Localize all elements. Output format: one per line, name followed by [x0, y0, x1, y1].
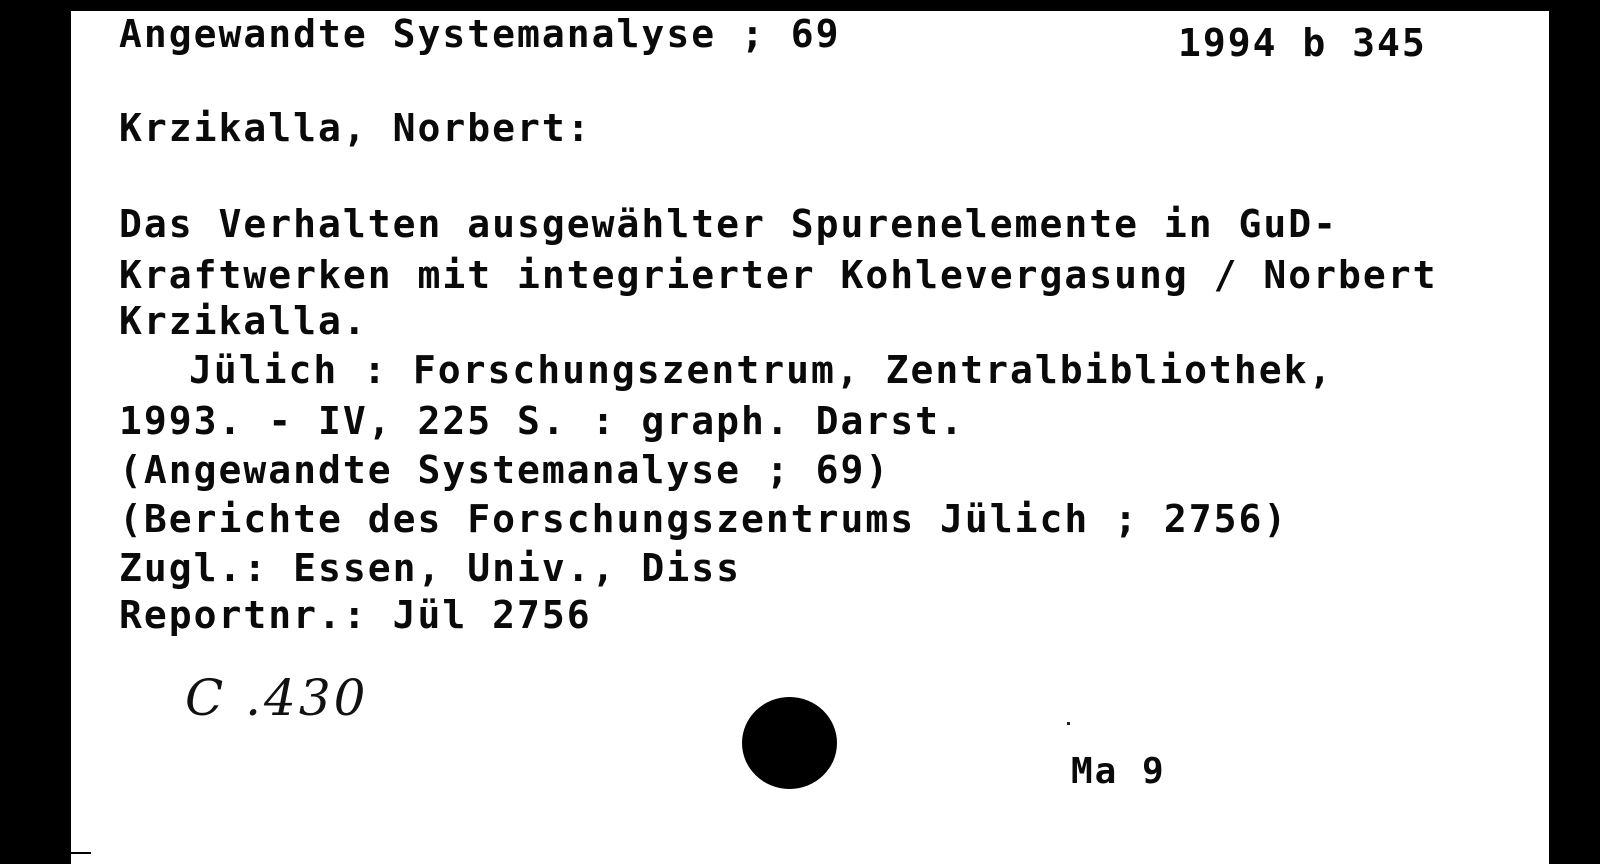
- dissertation-note: Zugl.: Essen, Univ., Diss: [119, 546, 741, 590]
- punch-hole: [742, 697, 837, 789]
- report-number-note: Reportnr.: Jül 2756: [119, 593, 592, 637]
- call-number: 1994 b 345: [1178, 21, 1427, 65]
- imprint-line: 1993. - IV, 225 S. : graph. Darst.: [119, 399, 965, 443]
- series-statement: (Angewandte Systemanalyse ; 69): [119, 448, 891, 492]
- imprint-line: Jülich : Forschungszentrum, Zentralbibliothek,: [189, 348, 1334, 392]
- catalog-card: [71, 11, 1549, 864]
- title-line: Krzikalla.: [119, 299, 368, 343]
- title-line: Das Verhalten ausgewählter Spurenelemente in GuD-: [119, 202, 1339, 246]
- scan-speck: [1067, 722, 1070, 725]
- series-statement: (Berichte des Forschungszentrums Jülich ; 2756): [119, 497, 1289, 541]
- header-series: Angewandte Systemanalyse ; 69: [119, 12, 841, 56]
- handwritten-shelf-mark: C .430: [185, 669, 369, 727]
- title-line: Kraftwerken mit integrierter Kohlevergasung / Norbert: [119, 253, 1438, 297]
- scan-edge-mark: [71, 852, 91, 854]
- location-code: Ma 9: [1071, 751, 1166, 792]
- author-heading: Krzikalla, Norbert:: [119, 106, 592, 150]
